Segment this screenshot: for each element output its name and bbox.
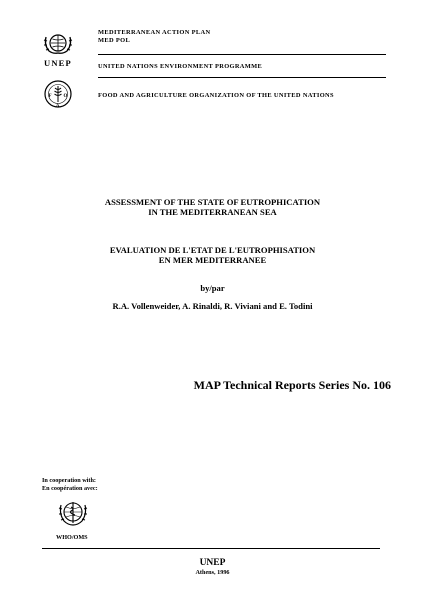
header-map-title: MEDITERRANEAN ACTION PLAN [98, 29, 211, 36]
title-english-line2: IN THE MEDITERRANEAN SEA [148, 207, 277, 217]
footer-unep: UNEP [199, 558, 226, 568]
title-french-line2: EN MER MEDITERRANEE [158, 255, 267, 265]
unep-emblem-icon [42, 31, 74, 57]
footer-place-date: Athens, 1996 [195, 569, 230, 576]
cooperation-en: In cooperation with: [42, 477, 96, 484]
svg-text:F: F [48, 94, 52, 99]
title-english-line1: ASSESSMENT OF THE STATE OF EUTROPHICATION [104, 197, 321, 207]
authors: R.A. Vollenweider, A. Rinaldi, R. Viviani and E. Todini [112, 301, 313, 311]
svg-text:O: O [63, 94, 68, 99]
header-medpol: MED POL [98, 37, 131, 44]
by-par: by/par [200, 283, 225, 293]
header-rule-2 [98, 77, 386, 78]
footer-rule [42, 548, 380, 549]
svg-text:A: A [56, 102, 60, 108]
header-rule-1 [98, 54, 386, 55]
who-label: WHO/OMS [56, 534, 88, 541]
unep-logo-label: UNEP [44, 58, 72, 68]
header-unep-programme: UNITED NATIONS ENVIRONMENT PROGRAMME [98, 63, 263, 70]
who-emblem-icon [58, 498, 88, 528]
cooperation-fr: En coopération avec: [42, 485, 98, 492]
header-fao-organization: FOOD AND AGRICULTURE ORGANIZATION OF THE UNITED NATIONS [98, 92, 334, 99]
series-title: MAP Technical Reports Series No. 106 [193, 378, 391, 392]
title-french-line1: EVALUATION DE L'ETAT DE L'EUTROPHISATION [109, 245, 316, 255]
fao-emblem-icon [43, 79, 73, 109]
